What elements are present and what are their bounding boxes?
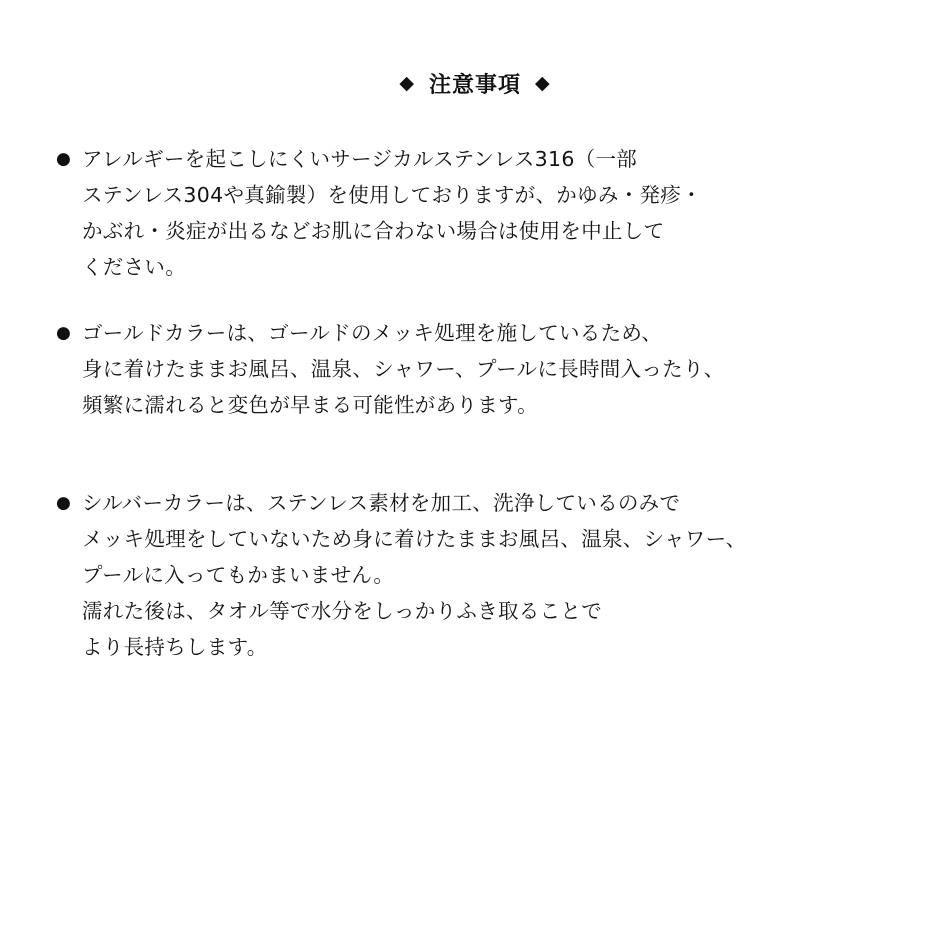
notice-list (56, 141, 894, 665)
note-line: シルバーカラーは、ステンレス素材を加工、洗浄しているのみで (82, 491, 681, 515)
page-title (56, 68, 894, 99)
list-item (56, 485, 894, 665)
diamond-right-icon: ◆ (535, 72, 551, 94)
bullet-icon: ● (56, 493, 71, 513)
list-item (56, 141, 894, 285)
note-body (82, 141, 894, 285)
page-title-text: 注意事項 (428, 73, 521, 98)
list-item (56, 315, 894, 423)
note-line: かぶれ・炎症が出るなどお肌に合わない場合は使用を中止して (82, 219, 665, 243)
spacer (56, 423, 894, 485)
note-line: 濡れた後は、タオル等で水分をしっかりふき取ることで (82, 599, 602, 623)
bullet-icon: ● (56, 323, 71, 343)
note-line: アレルギーを起こしにくいサージカルステンレス316（一部 (82, 147, 638, 171)
note-line: ステンレス304や真鍮製）を使用しておりますが、かゆみ・発疹・ (82, 183, 702, 207)
bullet-icon: ● (56, 149, 71, 169)
diamond-left-icon: ◆ (399, 72, 415, 94)
spacer (56, 285, 894, 315)
note-body (82, 485, 894, 665)
note-line: より長持ちします。 (82, 635, 268, 659)
note-line: メッキ処理をしていないため身に着けたままお風呂、温泉、シャワー、 (82, 527, 747, 551)
note-line: 身に着けたままお風呂、温泉、シャワー、プールに長時間入ったり、 (82, 357, 725, 381)
note-line: ください。 (82, 255, 186, 279)
note-line: プールに入ってもかまいません。 (82, 563, 395, 587)
note-body (82, 315, 894, 423)
note-line: 頻繁に濡れると変色が早まる可能性があります。 (82, 393, 538, 417)
note-line: ゴールドカラーは、ゴールドのメッキ処理を施しているため、 (82, 321, 663, 345)
